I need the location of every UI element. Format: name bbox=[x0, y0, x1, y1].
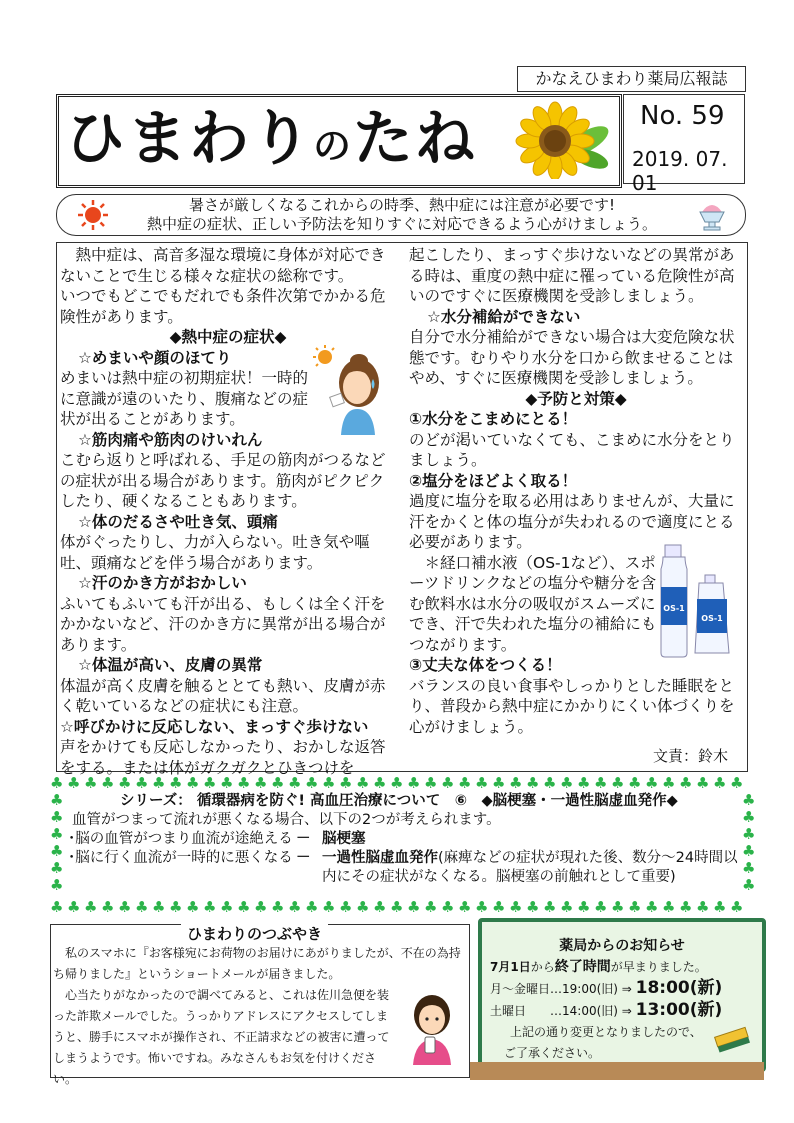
clover-icon: ♣ bbox=[662, 898, 676, 916]
series-row-2-condition: 一過性脳虚血発作 bbox=[322, 850, 438, 866]
sun-icon bbox=[77, 199, 109, 231]
clover-icon: ♣ bbox=[611, 898, 625, 916]
clover-icon: ♣ bbox=[67, 774, 81, 792]
clover-icon: ♣ bbox=[50, 876, 64, 894]
clover-icon: ♣ bbox=[742, 842, 756, 860]
series-row-1-condition: 脳梗塞 bbox=[322, 831, 366, 847]
title-particle: の bbox=[313, 124, 354, 168]
jelly-label: OS-1 bbox=[701, 614, 723, 623]
clover-icon: ♣ bbox=[101, 898, 115, 916]
article-right-p-0: 起こしたり、まっすぐ歩けないなどの異常がある時は、重度の熱中症に罹っている危険性が高いのですぐに医療機関を受診しましょう。 bbox=[409, 246, 735, 305]
article-right-num-4: ①水分をこまめにとる！ bbox=[409, 410, 578, 428]
clover-icon: ♣ bbox=[628, 774, 642, 792]
clover-icon: ♣ bbox=[543, 774, 557, 792]
series-section bbox=[50, 776, 756, 916]
clover-icon: ♣ bbox=[373, 774, 387, 792]
clover-icon: ♣ bbox=[390, 774, 404, 792]
article-left-p-8: 体がぐったりし、力が入らない。吐き気や嘔吐、頭痛などを伴う場合があります。 bbox=[60, 533, 370, 572]
clover-icon: ♣ bbox=[84, 898, 98, 916]
tsubuyaki-paragraph-2: 心当たりがなかったので調べてみると、これは佐川急便を装った詐欺メールでした。うっかりアドレスにアクセスしてしまうと、勝手にスマホが操作され、不正請求などの被害に遭ってしまうようです。怖いですね。みなさんもお気を付けください。 bbox=[53, 988, 390, 1086]
drink-bottle-icon bbox=[659, 541, 739, 661]
clover-icon: ♣ bbox=[169, 898, 183, 916]
clover-icon: ♣ bbox=[742, 876, 756, 894]
clover-icon: ♣ bbox=[628, 898, 642, 916]
clover-icon: ♣ bbox=[458, 774, 472, 792]
clover-icon: ♣ bbox=[730, 898, 744, 916]
clover-icon: ♣ bbox=[50, 791, 64, 809]
clover-icon: ♣ bbox=[679, 774, 693, 792]
notice-weekday-new: 18:00(新) bbox=[635, 978, 723, 998]
clover-icon: ♣ bbox=[220, 774, 234, 792]
clover-icon: ♣ bbox=[237, 774, 251, 792]
article-right-p-8: ＊経口補水液（OS-1など）、スポーツドリンクなどの塩分や糖分を含む飲料水は水分の吸収がスムーズにでき、汗で失われた塩分の補給にもつながります。 bbox=[409, 553, 657, 654]
clover-icon: ♣ bbox=[742, 825, 756, 843]
clover-icon: ♣ bbox=[543, 898, 557, 916]
clover-icon: ♣ bbox=[458, 898, 472, 916]
series-intro: 血管がつまって流れが悪くなる場合、以下の2つが考えられます。 bbox=[72, 812, 501, 828]
clover-icon: ♣ bbox=[322, 898, 336, 916]
notice-title: 薬局からのお知らせ bbox=[559, 938, 685, 954]
article-left-h-13: ☆呼びかけに反応しない、まっすぐ歩けない bbox=[60, 717, 369, 736]
clover-icon: ♣ bbox=[305, 898, 319, 916]
clover-icon: ♣ bbox=[742, 791, 756, 809]
clover-icon: ♣ bbox=[696, 774, 710, 792]
clover-icon: ♣ bbox=[135, 898, 149, 916]
notice-lead-mid: から bbox=[530, 960, 555, 974]
clover-icon: ♣ bbox=[203, 774, 217, 792]
clover-icon: ♣ bbox=[713, 774, 727, 792]
clover-icon: ♣ bbox=[101, 774, 115, 792]
clover-icon: ♣ bbox=[424, 898, 438, 916]
issue-number: No. 59 bbox=[640, 101, 725, 131]
clover-icon: ♣ bbox=[407, 898, 421, 916]
series-row-2-note: (麻痺などの症状が現れた後、数分～24時間以内にその症状がなくなる。脳梗塞の前触れとして重要) bbox=[322, 850, 738, 885]
article-left-ind-11: ☆体温が高い、皮膚の異常 bbox=[78, 656, 263, 674]
clover-icon: ♣ bbox=[339, 774, 353, 792]
clover-icon: ♣ bbox=[492, 774, 506, 792]
notice-weekday-hours bbox=[490, 978, 754, 1000]
eraser-icon bbox=[712, 1022, 752, 1056]
clover-icon: ♣ bbox=[560, 898, 574, 916]
clover-icon: ♣ bbox=[50, 774, 64, 792]
series-row-1-dash: － bbox=[296, 831, 311, 847]
publisher-label: かなえひまわり薬局広報誌 bbox=[517, 66, 746, 92]
clover-icon: ♣ bbox=[356, 898, 370, 916]
clover-icon: ♣ bbox=[50, 898, 64, 916]
clover-icon: ♣ bbox=[390, 898, 404, 916]
clover-icon: ♣ bbox=[254, 774, 268, 792]
clover-icon: ♣ bbox=[742, 859, 756, 877]
article-right-column bbox=[409, 245, 743, 737]
clover-icon: ♣ bbox=[271, 898, 285, 916]
article-left-column bbox=[60, 245, 396, 778]
clover-icon: ♣ bbox=[50, 842, 64, 860]
tsubuyaki-title: ひまわりのつぶやき bbox=[181, 923, 328, 944]
clover-icon: ♣ bbox=[339, 898, 353, 916]
series-row-2-cause: ･脳に行く血流が一時的に悪くなる bbox=[68, 850, 293, 866]
clover-icon: ♣ bbox=[509, 898, 523, 916]
notice-closing-1: 上記の通り変更となりましたので、 bbox=[510, 1025, 702, 1039]
title-part-1: ひまわり bbox=[65, 104, 313, 174]
clover-icon: ♣ bbox=[118, 898, 132, 916]
clover-icon: ♣ bbox=[560, 774, 574, 792]
newsletter-title bbox=[65, 99, 477, 186]
notice-weekday-label: 月～金曜日…19:00(旧) ⇒ bbox=[490, 982, 636, 996]
intro-banner bbox=[56, 194, 746, 236]
clover-icon: ♣ bbox=[441, 774, 455, 792]
girl-phone-icon bbox=[403, 989, 461, 1065]
issue-box bbox=[623, 94, 745, 195]
clover-icon: ♣ bbox=[135, 774, 149, 792]
issue-date: 2019. 07. 01 bbox=[632, 147, 728, 195]
sunflower-icon bbox=[507, 101, 613, 179]
clover-icon: ♣ bbox=[577, 898, 591, 916]
clover-icon: ♣ bbox=[50, 859, 64, 877]
series-row-2 bbox=[68, 849, 740, 887]
pharmacy-notice bbox=[478, 918, 766, 1072]
article-right-p-7: 過度に塩分を取る必用はありませんが、大量に汗をかくと体の塩分が失われるので適度にとる必要があります。 bbox=[409, 492, 735, 551]
clover-icon: ♣ bbox=[594, 898, 608, 916]
notice-lead-tail: が早まりました。 bbox=[610, 960, 707, 974]
clover-icon: ♣ bbox=[662, 774, 676, 792]
series-row-1-cause: ･脳の血管がつまり血流が途絶える bbox=[68, 831, 293, 847]
article-left-ind-3: ☆めまいや顔のほてり bbox=[78, 348, 232, 367]
article-left-ind-9: ☆汗のかき方がおかしい bbox=[78, 574, 247, 592]
clover-icon: ♣ bbox=[186, 774, 200, 792]
notice-saturday-label: 土曜日 …14:00(旧) ⇒ bbox=[490, 1004, 636, 1018]
clover-icon: ♣ bbox=[50, 825, 64, 843]
article-right-num-6: ②塩分をほどよく取る！ bbox=[409, 471, 578, 490]
title-part-2: たね bbox=[353, 104, 478, 174]
clover-icon: ♣ bbox=[679, 898, 693, 916]
notice-lead-bold: 終了時間 bbox=[554, 959, 611, 975]
clover-icon: ♣ bbox=[526, 774, 540, 792]
clover-icon: ♣ bbox=[475, 774, 489, 792]
clover-icon: ♣ bbox=[67, 898, 81, 916]
masthead bbox=[56, 94, 622, 188]
clover-icon: ♣ bbox=[237, 898, 251, 916]
clover-icon: ♣ bbox=[186, 898, 200, 916]
banner-line-2: 熱中症の症状、正しい予防法を知りすぐに対応できるよう心がけましょう。 bbox=[146, 215, 657, 233]
article-left-p-1: いつでもどこでもだれでも条件次第でかかる危険性があります。 bbox=[60, 287, 386, 326]
clover-icon: ♣ bbox=[526, 898, 540, 916]
clover-icon: ♣ bbox=[475, 898, 489, 916]
series-row-1 bbox=[68, 830, 740, 849]
banner-line-1: 暑さが厳しくなるこれからの時季、熱中症には注意が必要です! bbox=[188, 196, 616, 214]
tsubuyaki-box bbox=[50, 924, 470, 1086]
clover-icon: ♣ bbox=[577, 774, 591, 792]
shaved-ice-icon bbox=[697, 198, 727, 232]
article-left-ind-7: ☆体のだるさや吐き気、頭痛 bbox=[78, 512, 278, 531]
series-row-2-dash: － bbox=[296, 850, 311, 866]
article-left-c-2: ◆熱中症の症状◆ bbox=[169, 328, 287, 346]
clover-icon: ♣ bbox=[203, 898, 217, 916]
article-right-p-5: のどが渇いていなくても、こまめに水分をとりましょう。 bbox=[409, 430, 735, 469]
clover-icon: ♣ bbox=[373, 898, 387, 916]
clover-icon: ♣ bbox=[254, 898, 268, 916]
clover-icon: ♣ bbox=[594, 774, 608, 792]
notice-saturday-new: 13:00(新) bbox=[635, 1000, 723, 1020]
notice-board-base bbox=[470, 1062, 764, 1080]
article-left-p-4: めまいは熱中症の初期症状！一時的に意識が遠のいたり、腹痛などの症状が出ることがあります。 bbox=[60, 369, 309, 428]
heatstroke-article bbox=[56, 242, 748, 777]
series-title: シリーズ： 循環器病を防ぐ! 高血圧治療について ⑥ ◆脳梗塞・一過性脳虚血発作◆ bbox=[120, 793, 678, 809]
clover-icon: ♣ bbox=[84, 774, 98, 792]
woman-sweating-icon bbox=[313, 343, 385, 435]
notice-closing-2: ご了承ください。 bbox=[504, 1046, 601, 1060]
clover-icon: ♣ bbox=[492, 898, 506, 916]
article-right-c-3: ◆予防と対策◆ bbox=[525, 389, 627, 408]
clover-icon: ♣ bbox=[645, 774, 659, 792]
clover-icon: ♣ bbox=[288, 774, 302, 792]
notice-lead bbox=[490, 957, 754, 978]
clover-icon: ♣ bbox=[730, 774, 744, 792]
clover-icon: ♣ bbox=[169, 774, 183, 792]
tsubuyaki-paragraph-1: 私のスマホに『お客様宛にお荷物のお届けにあがりましたが、不在の為持ち帰りました』というショートメールが届きました。 bbox=[53, 946, 461, 981]
clover-icon: ♣ bbox=[441, 898, 455, 916]
article-right-p-2: 自分で水分補給ができない場合は大変危険な状態です。むりやり水分を口から飲ませることはやめ、すぐに医療機関を受診しましょう。 bbox=[409, 328, 735, 387]
clover-icon: ♣ bbox=[424, 774, 438, 792]
clover-icon: ♣ bbox=[220, 898, 234, 916]
notice-lead-date: 7月1日 bbox=[490, 960, 531, 974]
clover-icon: ♣ bbox=[713, 898, 727, 916]
author-credit: 文責：鈴木 bbox=[653, 747, 729, 765]
clover-icon: ♣ bbox=[611, 774, 625, 792]
clover-icon: ♣ bbox=[271, 774, 285, 792]
clover-icon: ♣ bbox=[696, 898, 710, 916]
bottle-label: OS-1 bbox=[663, 604, 685, 613]
clover-icon: ♣ bbox=[645, 898, 659, 916]
clover-icon: ♣ bbox=[742, 808, 756, 826]
clover-icon: ♣ bbox=[288, 898, 302, 916]
clover-icon: ♣ bbox=[322, 774, 336, 792]
clover-icon: ♣ bbox=[356, 774, 370, 792]
article-right-p-10: バランスの良い食事やしっかりとした睡眠をとり、普段から熱中症にかかりにくい体づくりを心がけましょう。 bbox=[409, 676, 735, 736]
article-left-p-6: こむら返りと呼ばれる、手足の筋肉がつるなどの症状が出る場合があります。筋肉がピクピクしたり、硬くなることもあります。 bbox=[60, 451, 386, 510]
clover-icon: ♣ bbox=[305, 774, 319, 792]
clover-icon: ♣ bbox=[118, 774, 132, 792]
clover-icon: ♣ bbox=[407, 774, 421, 792]
article-left-p-14: 声をかけても反応しなかったり、おかしな返答をする。または体がガクガクとひきつけを bbox=[60, 738, 386, 777]
clover-icon: ♣ bbox=[152, 774, 166, 792]
article-left-p-0: 熱中症は、高音多湿な環境に身体が対応できないことで生じる様々な症状の総称です。 bbox=[60, 246, 386, 285]
clover-icon: ♣ bbox=[50, 808, 64, 826]
clover-icon: ♣ bbox=[509, 774, 523, 792]
article-right-num-9: ③丈夫な体をつくる！ bbox=[409, 656, 562, 674]
notice-saturday-hours bbox=[490, 1000, 754, 1022]
article-left-ind-5: ☆筋肉痛や筋肉のけいれん bbox=[78, 430, 263, 449]
article-right-ind-1: ☆水分補給ができない bbox=[427, 307, 581, 326]
article-left-p-12: 体温が高く皮膚を触るととても熱い、皮膚が赤く乾いているなどの症状にも注意。 bbox=[60, 676, 386, 715]
clover-icon: ♣ bbox=[152, 898, 166, 916]
article-left-p-10: ふいてもふいても汗が出る、もしくは全く汗をかかないなど、汗のかき方に異常が出る場合があります。 bbox=[60, 594, 386, 654]
